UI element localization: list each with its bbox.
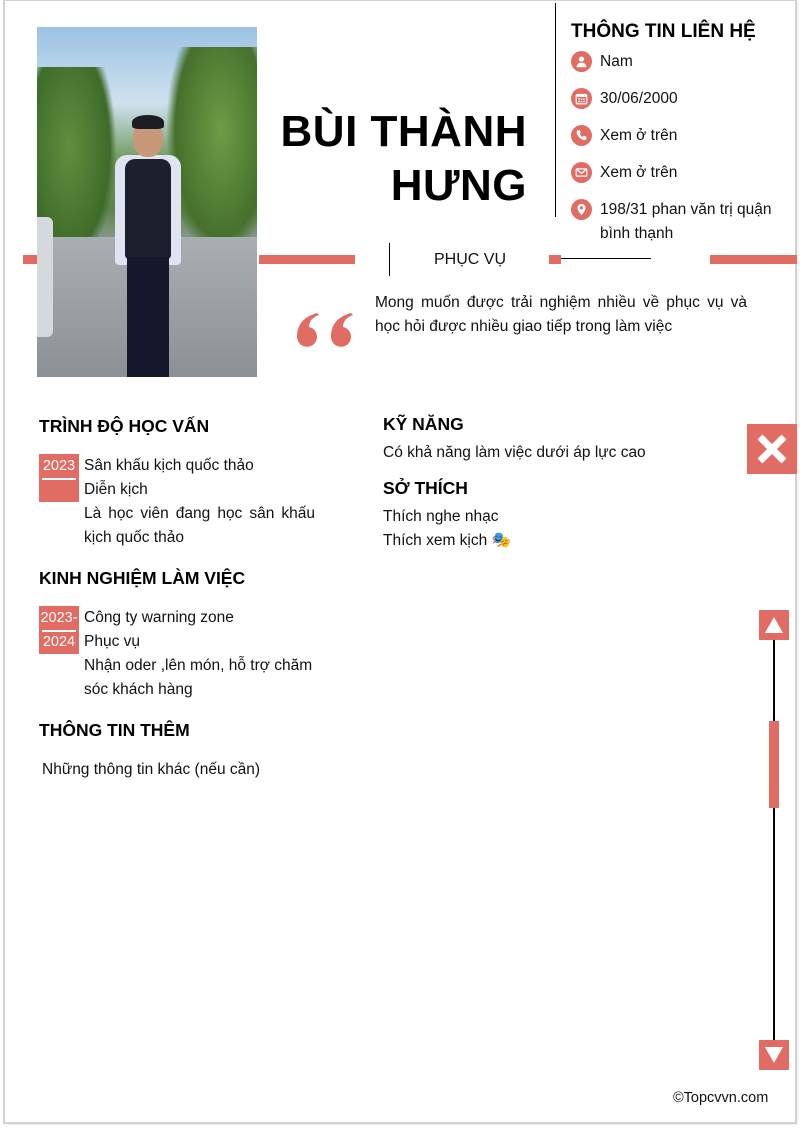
experience-entry [39, 606, 315, 702]
job-title-line [561, 258, 651, 259]
triangle-up-icon [763, 615, 785, 635]
education-year: 2023 [42, 458, 76, 474]
job-title: PHỤC VỤ [433, 251, 506, 268]
experience-position: Phục vụ [84, 633, 141, 650]
experience-year-end: 2024 [42, 634, 76, 650]
cv-page [3, 0, 797, 1124]
education-school: Sân khấu kịch quốc thảo [84, 457, 254, 474]
education-description: Là học viên đang học sân khấu kịch quốc thảo [84, 505, 315, 546]
email-icon [571, 162, 592, 183]
location-pin-icon [571, 199, 592, 220]
experience-company: Công ty warning zone [84, 609, 234, 626]
scroll-down-button[interactable] [759, 1040, 789, 1070]
contact-birthday [571, 87, 790, 111]
triangle-down-icon [763, 1045, 785, 1065]
contact-email [571, 161, 790, 185]
job-title-divider [389, 243, 390, 276]
contact-title: THÔNG TIN LIÊN HỆ [571, 21, 756, 42]
photo-vest [125, 159, 171, 259]
calendar-icon [571, 88, 592, 109]
close-icon [755, 432, 789, 466]
experience-title: KINH NGHIỆM LÀM VIỆC [39, 568, 246, 588]
phone-icon [571, 125, 592, 146]
experience-year-badge [39, 606, 79, 654]
photo-hair [132, 115, 164, 129]
education-major: Diễn kịch [84, 481, 148, 498]
accent-bar-right [710, 255, 797, 264]
accent-bar-small [549, 255, 561, 264]
additional-info-title: THÔNG TIN THÊM [39, 720, 190, 740]
profile-photo [37, 27, 257, 377]
career-objective: Mong muốn được trải nghiệm nhiều về phục vụ và học hỏi được nhiều giao tiếp trong làm việc [375, 294, 747, 335]
year-underline [42, 630, 76, 632]
close-button[interactable] [747, 424, 797, 474]
candidate-name [267, 105, 527, 213]
photo-legs [127, 257, 169, 377]
experience-description: Nhận oder ,lên món, hỗ trợ chăm sóc khách hàng [84, 657, 313, 698]
skill-item: Có khả năng làm việc dưới áp lực cao [383, 444, 646, 461]
name-line-2: HƯNG [390, 161, 527, 210]
quote-icon [289, 293, 359, 363]
header-divider [555, 3, 556, 217]
scrollbar-thumb[interactable] [769, 721, 779, 808]
skills-title: KỸ NĂNG [383, 414, 464, 434]
name-line-1: BÙI THÀNH [280, 107, 527, 156]
scrollbar-track[interactable] [773, 640, 775, 1040]
education-entry [39, 454, 315, 550]
contact-address [571, 198, 790, 246]
contact-birthday-value: 30/06/2000 [600, 90, 678, 107]
year-underline [42, 478, 76, 480]
experience-details [84, 606, 315, 702]
hobby-item: Thích nghe nhạc [383, 508, 499, 525]
contact-address-value: 198/31 phan văn trị quận bình thạnh [600, 201, 772, 242]
hobbies-title: SỞ THÍCH [383, 478, 468, 498]
user-icon [571, 51, 592, 72]
education-year-badge [39, 454, 79, 502]
scroll-up-button[interactable] [759, 610, 789, 640]
education-title: TRÌNH ĐỘ HỌC VẤN [39, 416, 210, 436]
photo-car [37, 217, 53, 337]
footer-copyright: ©Topcvvn.com [673, 1090, 769, 1106]
accent-bar-mid [259, 255, 355, 264]
contact-gender [571, 50, 790, 74]
contact-email-value: Xem ở trên [600, 164, 678, 181]
experience-year-start: 2023- [40, 610, 78, 626]
hobby-item: Thích xem kịch 🎭 [383, 532, 511, 549]
education-details [84, 454, 315, 550]
contact-phone [571, 124, 790, 148]
additional-info-text: Những thông tin khác (nếu cần) [42, 761, 261, 778]
contact-gender-value: Nam [600, 53, 633, 70]
accent-bar-left [23, 255, 37, 264]
contact-phone-value: Xem ở trên [600, 127, 678, 144]
